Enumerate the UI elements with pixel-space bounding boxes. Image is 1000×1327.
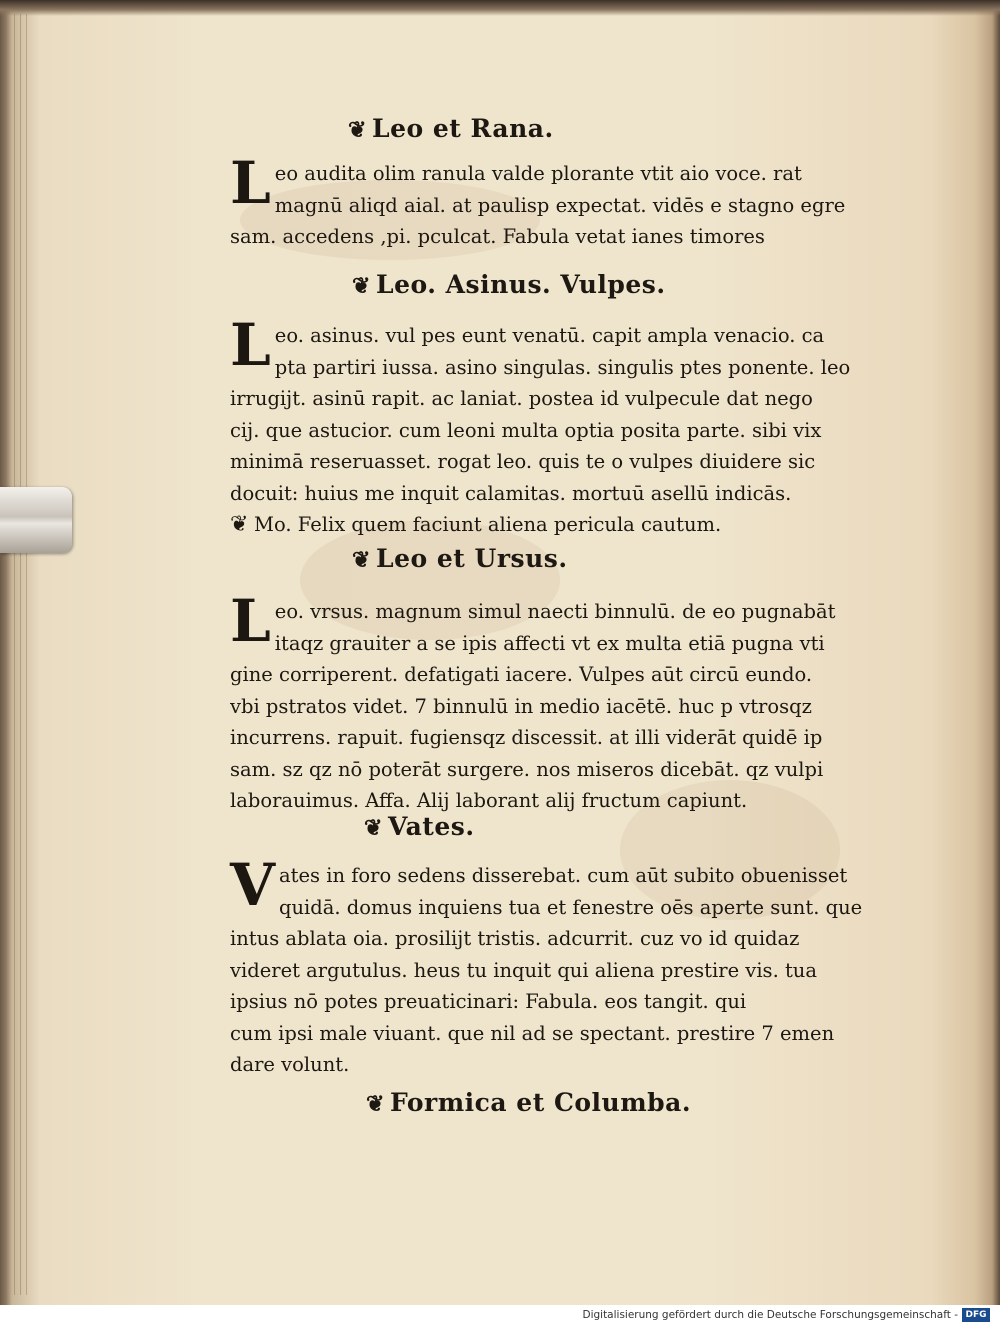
- pilcrow-icon: ❦: [352, 273, 371, 299]
- text-line: quidā. domus inquiens tua et fenestre oēs aperte sunt. que: [279, 895, 863, 919]
- drop-capital: L: [230, 311, 271, 379]
- footer-bar: [0, 1305, 1000, 1327]
- page-edge-line: [26, 14, 27, 1295]
- section-heading: ❦ Leo et Ursus.: [352, 544, 568, 573]
- text-line: itaqz grauiter a se ipis affecti vt ex multa etiā pugna vti: [274, 631, 825, 655]
- text-line: intus ablata oia. prosilijt tristis. adcurrit. cuz vo id quidaz: [230, 927, 800, 950]
- section-heading: ❦ Leo et Rana.: [348, 114, 554, 143]
- text-line: cum ipsi male viuant. que nil ad se spectant. prestire 7 emen: [230, 1021, 835, 1045]
- text-line: eo. asinus. vul pes eunt venatū. capit ampla venacio. ca: [274, 324, 825, 347]
- pilcrow-icon: ❦: [230, 512, 249, 537]
- paragraph: [230, 311, 898, 541]
- text-line: cij. que astucior. cum leoni multa optia posita parte. sibi vix: [230, 418, 822, 442]
- text-line: ipsius nō potes preuaticinari: Fabula. eos tangit. qui: [230, 990, 747, 1013]
- pilcrow-icon: ❦: [348, 117, 367, 143]
- page-edge-line: [14, 14, 15, 1295]
- text-line: sam. accedens ,pi. pculcat. Fabula vetat ianes timores: [230, 225, 765, 248]
- dfg-logo: DFG: [962, 1308, 990, 1322]
- text-line: pta partiri iussa. asino singulas. singulis ptes ponente. leo: [274, 355, 851, 379]
- section-heading: ❦ Formica et Columba.: [366, 1088, 692, 1117]
- text-line: vbi pstratos videt. 7 binnulū in medio iacētē. huc p vtrosqz: [230, 694, 812, 718]
- section-heading: ❦ Leo. Asinus. Vulpes.: [352, 270, 666, 299]
- scan-top-shadow: [0, 0, 1000, 16]
- pilcrow-icon: ❦: [366, 1091, 385, 1117]
- text-line: dare volunt.: [230, 1053, 350, 1076]
- text-line: eo audita olim ranula valde plorante vtit aio voce. rat: [274, 162, 802, 185]
- text-line: irrugijt. asinū rapit. ac laniat. postea id vulpecule dat nego: [230, 387, 813, 410]
- text-line: magnū aliqd aial. at paulisp expectat. vidēs e stagno egre: [274, 193, 846, 217]
- pilcrow-icon: ❦: [352, 547, 371, 573]
- text-line: gine corriperent. defatigati iacere. Vulpes aūt circū eundo.: [230, 663, 813, 686]
- text-line: laborauimus. Affa. Alij laborant alij fructum capiunt.: [230, 789, 748, 812]
- pilcrow-icon: ❦: [364, 815, 383, 841]
- drop-capital: L: [230, 587, 271, 655]
- drop-capital: V: [230, 851, 276, 919]
- funding-credit: Digitalisierung gefördert durch die Deutsche Forschungsgemeinschaft -: [582, 1309, 958, 1321]
- text-line: eo. vrsus. magnum simul naecti binnulū. de eo pugnabāt: [274, 600, 836, 623]
- text-line: ates in foro sedens disserebat. cum aūt subito obuenisset: [279, 864, 848, 887]
- text-line: docuit: huius me inquit calamitas. mortuū asellū indicās.: [230, 481, 792, 505]
- drop-capital: L: [230, 149, 271, 217]
- paragraph: [230, 851, 898, 1081]
- text-line: videret argutulus. heus tu inquit qui aliena prestire vis. tua: [230, 958, 817, 982]
- page-marker-tab: [0, 487, 72, 553]
- section-heading: ❦ Vates.: [364, 812, 475, 841]
- text-line: sam. sz qz nō poterāt surgere. nos miseros dicebāt. qz vulpi: [230, 757, 824, 781]
- page-edge-line: [20, 14, 21, 1295]
- text-line: minimā reseruasset. rogat leo. quis te o vulpes diuidere sic: [230, 450, 816, 473]
- text-line: incurrens. rapuit. fugiensqz discessit. at illi viderāt quidē ip: [230, 726, 823, 749]
- paragraph: [230, 587, 898, 817]
- paragraph: [230, 149, 898, 253]
- text-line: ❦ Mo. Felix quem faciunt aliena pericula cautum.: [230, 509, 898, 541]
